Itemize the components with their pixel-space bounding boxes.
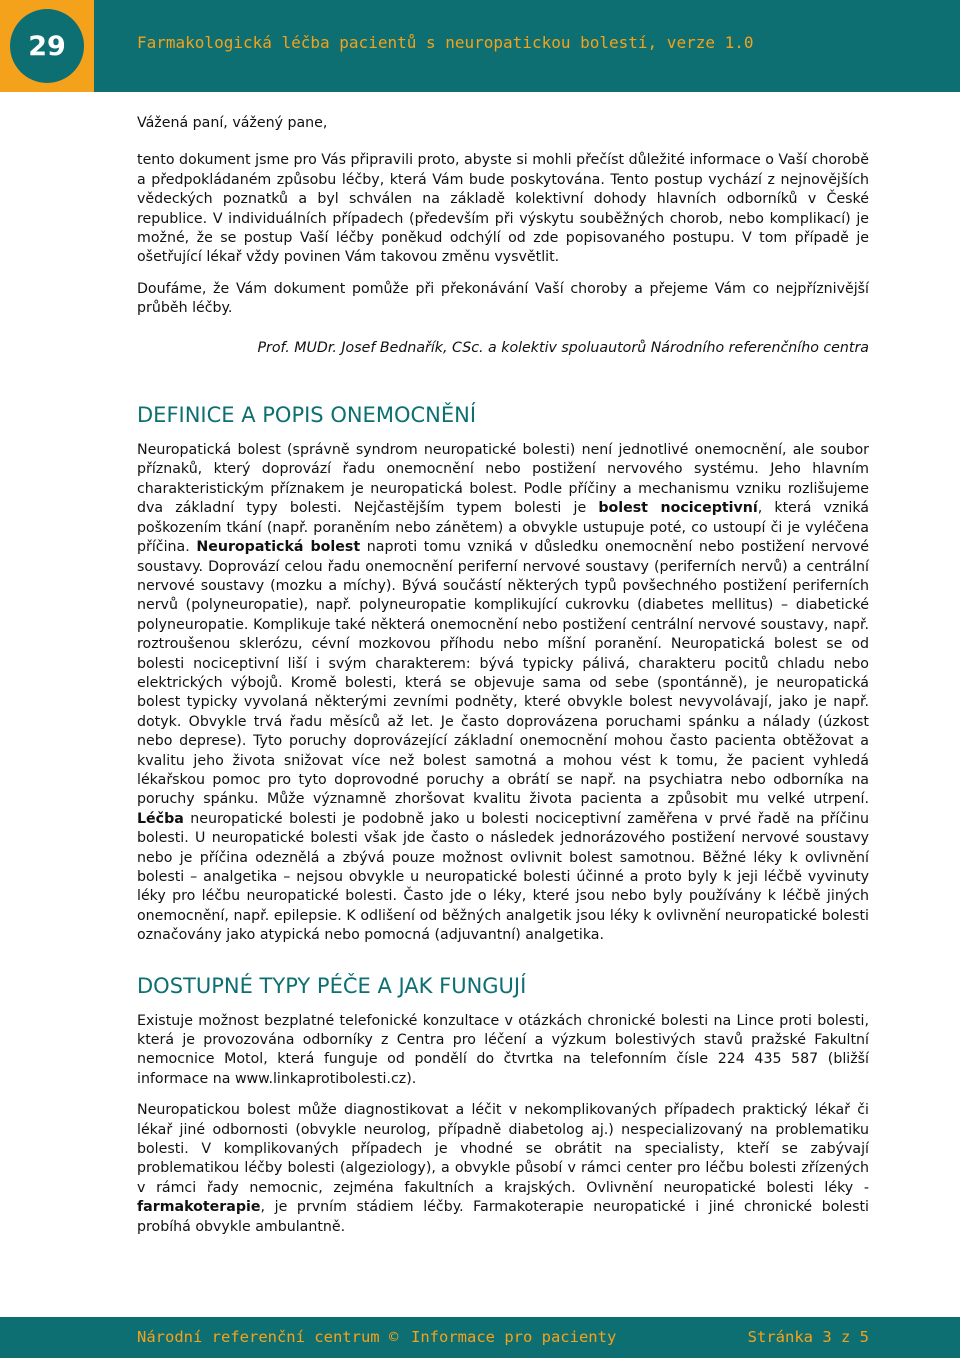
page-header (0, 0, 960, 92)
bold-term-treatment: Léčba (137, 810, 184, 827)
footer-page-count: Stránka 3 z 5 (747, 1328, 869, 1346)
intro-paragraph: tento dokument jsme pro Vás připravili proto, abyste si mohli přečíst důležité informace o Vaší chorobě a předpokládaném způsobu léčby, která Vám bude poskytována. Tento postup vychází z nejnovějších vědeckých poznatků a byl schválen na základě kolektivní dohody hlavních odborníků v České republice. V individuálních případech (především při výskytu souběžných chorob, nebo komplikací) je možné, že se postup Vaší léčby poněkud odchýlí od zde popisovaného postupu. V tom případě je ošetřující lékař vždy povinen Vám takovou změnu vysvětlit. (137, 152, 869, 266)
definition-paragraph: Neuropatická bolest (správně syndrom neuropatické bolesti) není jednotlivé onemocnění, ale soubor příznaků, který doprovází řadu onemocnění nebo postižení nervového systému. Jeho hlavním charakteristickým příznakem je neuropatická bolest. Podle příčiny a mechanismu vzniku rozlišujeme dva základní typy bolesti. Nejčastějším typem bolesti je bolest nociceptivní, která vzniká poškozením tkání (např. poraněním nebo zánětem) a obvykle ustupuje poté, co ustoupí či je vyléčena příčina. Neuropatická bolest naproti tomu vzniká v důsledku onemocnění nebo postižení nervové soustavy. Doprovází celou řadu onemocnění periferní nervové soustavy (periferních nervů) a centrální nervové soustavy (mozku a míchy). Bývá součástí některých typů povšechného postižení periferních nervů (polyneuropatie), např. polyneuropatie komplikující cukrovku (diabetes mellitus) – diabetické polyneuropatie. Komplikuje také některá onemocnění nebo postižení centrální nervové soustavy, např. roztroušenou sklerózu, cévní mozkovou příhodu nebo míšní poranění. Neuropatická bolest se od bolesti nociceptivní liší i svým charakterem: bývá typicky pálivá, charakteru pocitů chladu nebo elektrických výbojů. Kromě bolesti, která se objevuje sama od sebe (spontánně), je neuropatická bolest typicky vyvolaná některými zevními podněty, které obvykle bolest nevyvolávají, jako je např. dotyk. Obvykle trvá řadu měsíců až let. Je často doprovázena poruchami spánku a nálady (úzkost nebo deprese). Tyto poruchy doprovázející základní onemocnění mohou často pacienta obtěžovat a kvalitu jeho života snižovat více než bolest samotná a mohou vést k tomu, že pacient vyhledá lékařskou pomoc pro tyto doprovodné poruchy a obrátí se např. na psychiatra nebo odborníka na poruchy spánku. Může významně zhoršovat kvalitu života pacienta a způsobit mu velké utrpení. Léčba neuropatické bolesti je podobně jako u bolesti nociceptivní zaměřena v prvé řadě na příčinu bolesti. U neuropatické bolesti však jde často o následek jednorázového postižení nervové soustavy nebo je příčina odeznělá a zbývá pouze možnost ovlivnit bolest samotnou. Běžné léky k ovlivnění bolesti – analgetika – nejsou obvykle u neuropatické bolesti účinné a proto byly k jeji léčbě vyvinuty léky pro léčbu neuropatické bolesti. Často jde o léky, které jsou nebo byly používány k léčbě jiných onemocnění, např. epilepsie. K odlišení od běžných analgetik jsou léky k ovlivnění neuropatické bolesti označovány jako atypická nebo pomocná (adjuvantní) analgetika. (137, 442, 869, 944)
footer-audience: Informace pro pacienty (411, 1328, 617, 1346)
bold-term-neuropathic: Neuropatická bolest (196, 539, 361, 556)
section-heading-care-types: DOSTUPNÉ TYPY PÉČE A JAK FUNGUJÍ (137, 973, 527, 998)
document-body (137, 114, 869, 1237)
document-title: Farmakologická léčba pacientů s neuropatickou bolestí, verze 1.0 (137, 33, 754, 52)
page-footer (0, 1317, 960, 1358)
bold-term-nociceptive: bolest nociceptivní (598, 500, 758, 517)
hotline-paragraph: Existuje možnost bezplatné telefonické konzultace v otázkách chronické bolesti na Lince proti bolesti, která je provozována odborníky z Centra pro léčení a výzkum bolestivých stavů pražské Fakultní nemocnice Motol, která funguje od pondělí do čtvrtka na telefonním čísle 224 435 587 (bližší informace na www.linkaprotibolesti.cz). (137, 1012, 869, 1087)
diagnosis-paragraph: Neuropatickou bolest může diagnostikovat a léčit v nekomplikovaných případech praktický lékař či lékař jiné odbornosti (obvykle neurolog, případně diabetolog aj.) nespecializovaný na problematiku bolesti. V komplikovaných případech je vhodné se obrátit na specialisty, kteří se zabývají problematikou léčby bolesti (algeziology), a obvykle působí v rámci center pro léčbu bolesti zřízených v rámci řady nemocnic, zejména fakultních a krajských. Ovlivnění neuropatické bolesti léky - farmakoterapie, je prvním stádiem léčby. Farmakoterapie neuropatické i jiné chronické bolesti probíhá obvykle ambulantně. (137, 1102, 869, 1235)
section-heading-definition: DEFINICE A POPIS ONEMOCNĚNÍ (137, 403, 477, 428)
page-number-circle (10, 9, 84, 83)
hope-paragraph: Doufáme, že Vám dokument pomůže při překonávání Vaší choroby a přejeme Vám co nejpříznivější průběh léčby. (137, 280, 869, 317)
signature: Prof. MUDr. Josef Bednařík, CSc. a kolektiv spoluautorů Národního referenčního centra (257, 339, 869, 356)
bold-term-pharmacotherapy: farmakoterapie (137, 1199, 261, 1216)
page-number: 29 (28, 30, 66, 62)
greeting: Vážená paní, vážený pane, (137, 115, 328, 131)
footer-copyright: Národní referenční centrum © (137, 1328, 399, 1346)
page-number-badge (0, 0, 94, 92)
